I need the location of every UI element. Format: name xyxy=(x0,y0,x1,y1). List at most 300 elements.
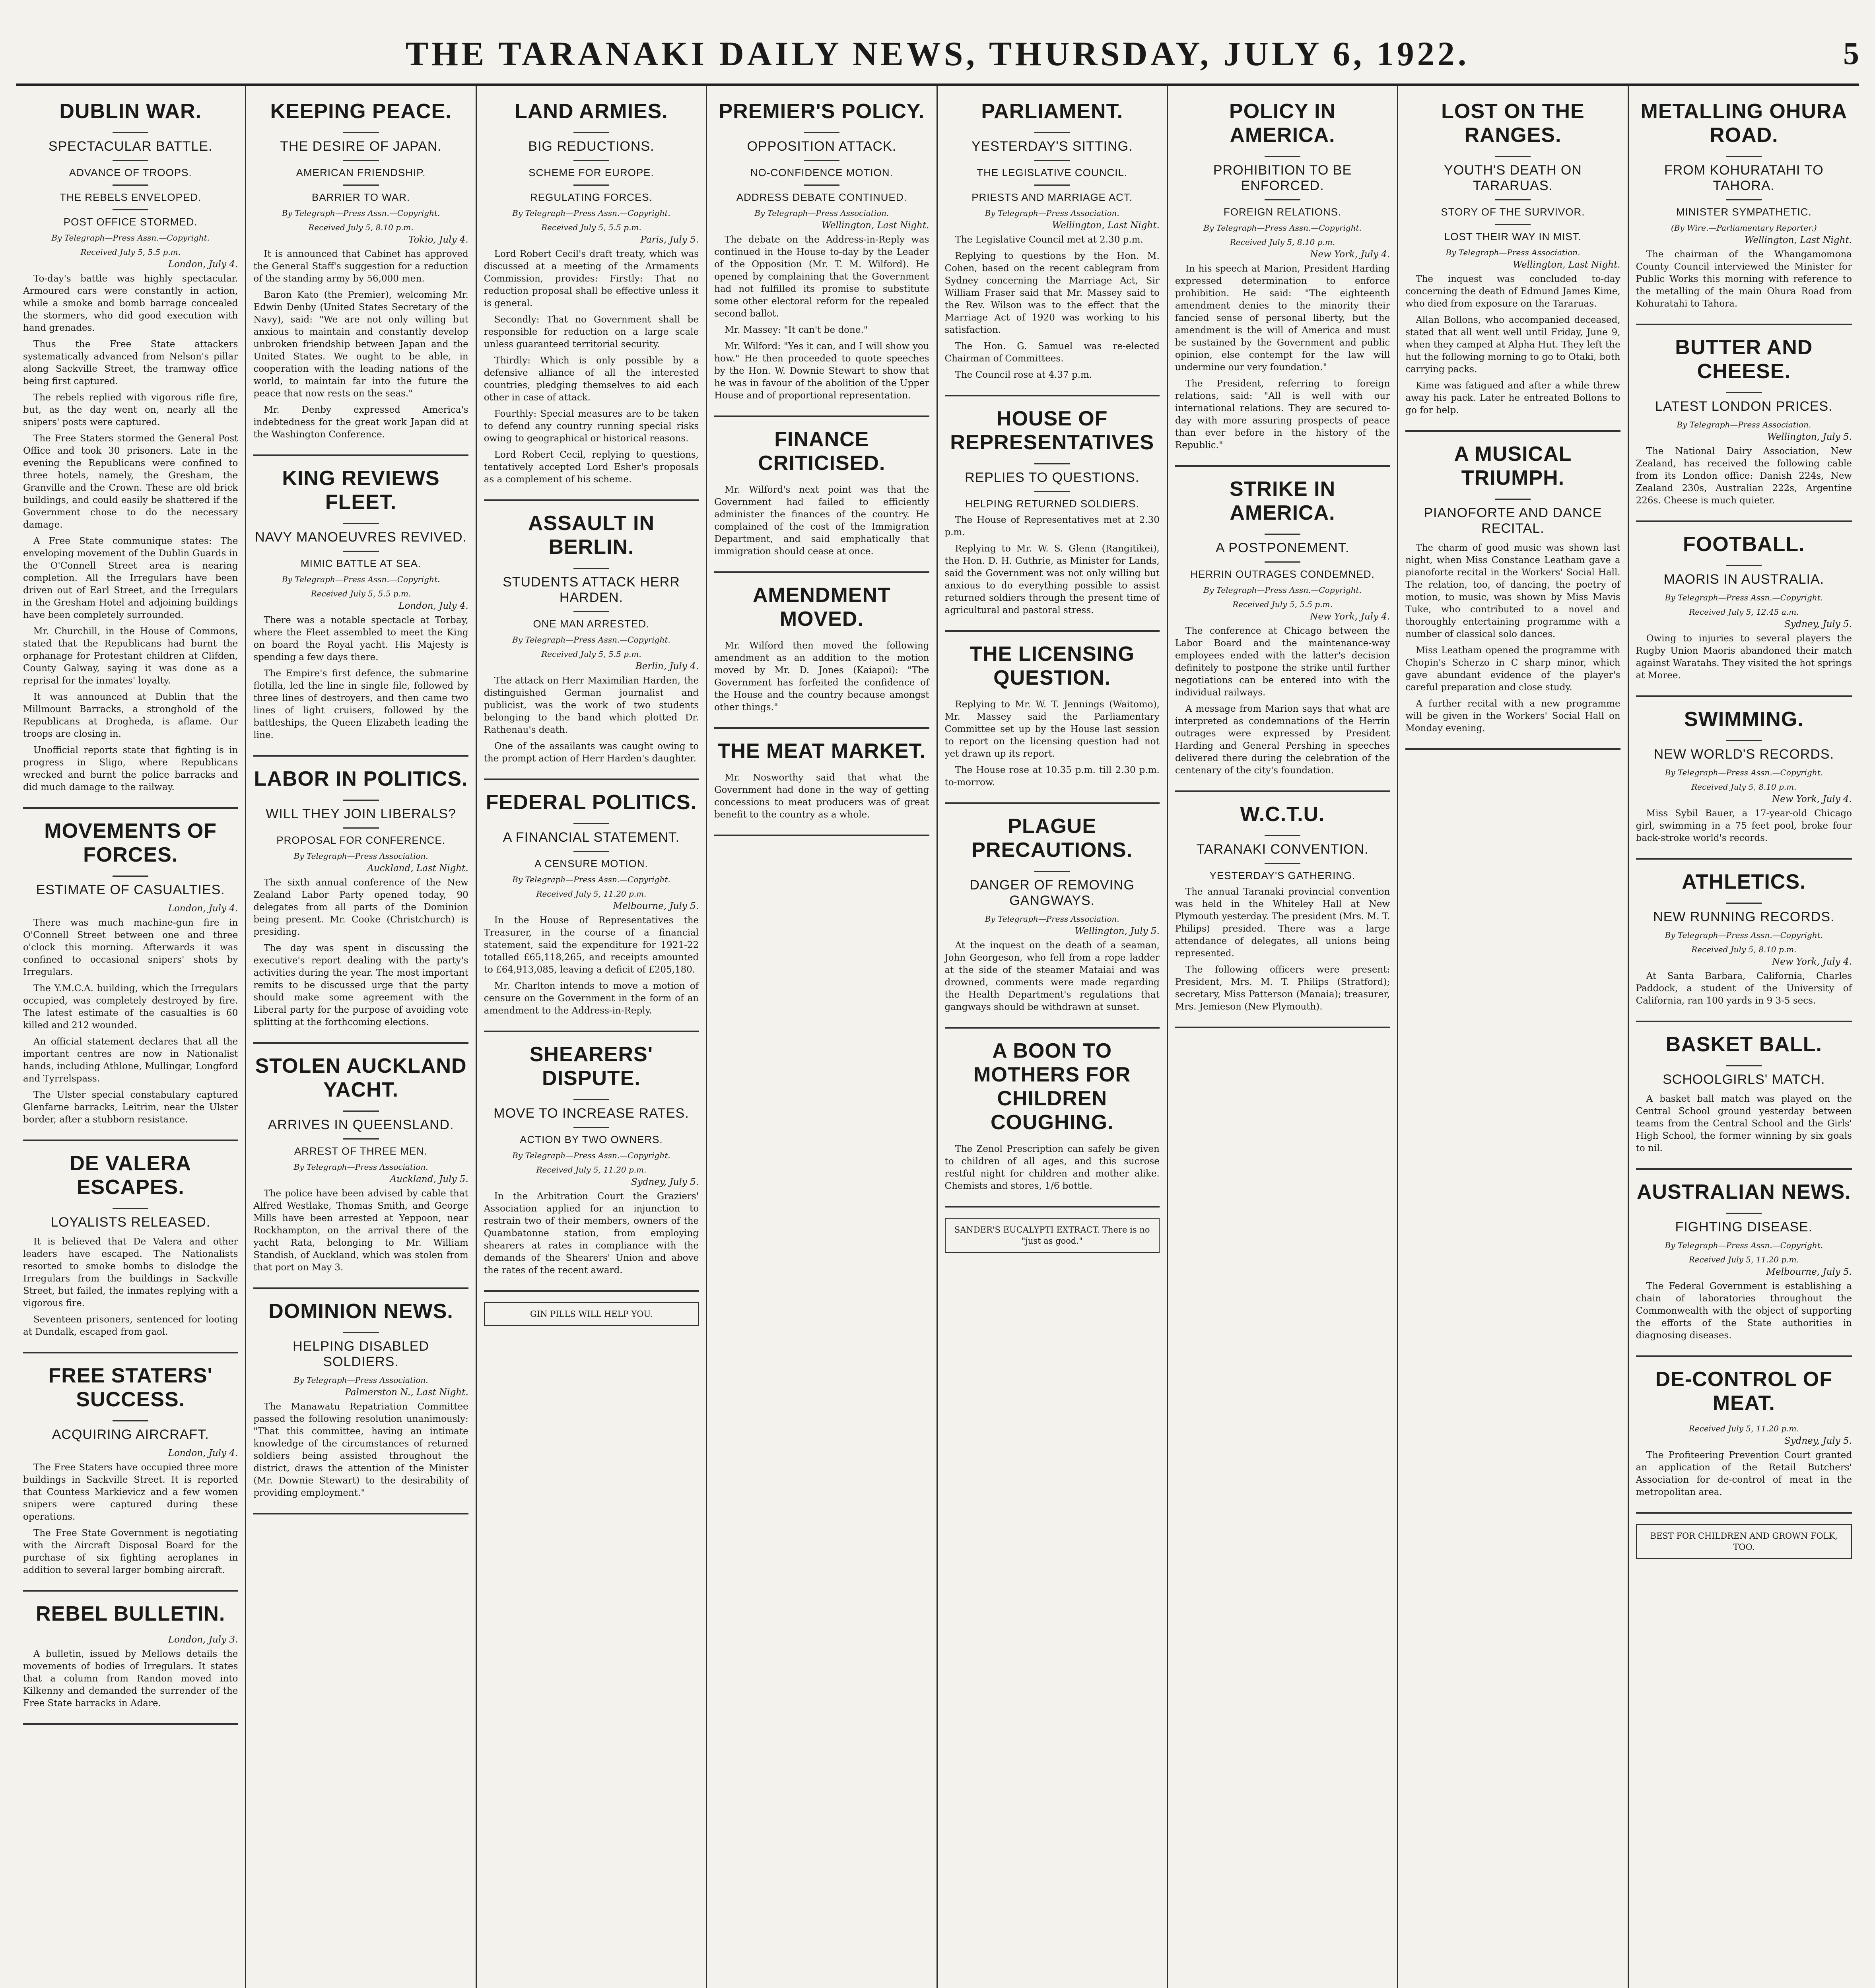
article-paragraph: The charm of good music was shown last night, when Miss Constance Leatham gave a pianoforte recital in the Workers' Social Hall. The relation, too, of dancing, the poetry of motion, to music, was shown by Miss Mavis Tuke, who contributed to a novel and thoroughly entertaining programme with a number of classical solo dances. xyxy=(1405,543,1620,639)
article-credit: By Telegraph—Press Association. xyxy=(293,1162,428,1172)
article-divider xyxy=(1636,520,1852,522)
article-dateline: Wellington, Last Night. xyxy=(822,220,929,231)
article-divider xyxy=(484,1031,699,1032)
article-body xyxy=(23,917,238,1126)
article-credit: By Telegraph—Press Association. xyxy=(754,208,889,218)
article-divider xyxy=(714,415,929,417)
rule xyxy=(343,132,379,133)
article-body xyxy=(1636,633,1852,682)
article-subhead: A CENSURE MOTION. xyxy=(534,858,648,870)
article-divider xyxy=(484,779,699,780)
article-dateline: London, July 4. xyxy=(398,601,468,611)
article-subhead: ADDRESS DEBATE CONTINUED. xyxy=(736,191,907,203)
article-credit: By Telegraph—Press Association. xyxy=(293,851,428,861)
article-dateline: Wellington, Last Night. xyxy=(1513,260,1620,270)
article-dateline: Wellington, Last Night. xyxy=(1052,220,1160,231)
article-body xyxy=(253,1188,468,1274)
article-credit: (By Wire.—Parliamentary Reporter.) xyxy=(1671,223,1817,233)
article-paragraph: In his speech at Marion, President Harding expressed determination to enforce prohibition. He said: "The eighteenth amendment denies to the minority their fancied sense of personal liberty, but the amendment is the will of America and must be sustained by the Government and public opinion, else contempt for the law will undermine our very foundation." xyxy=(1175,264,1390,373)
article-divider xyxy=(484,499,699,501)
article-body xyxy=(1636,1093,1852,1155)
article-credit: By Telegraph—Press Assn.—Copyright. xyxy=(1665,930,1823,940)
article-paragraph: The Ulster special constabulary captured Glenfarne barracks, Leitrim, near the Ulster border, after a stubborn resistance. xyxy=(23,1090,238,1125)
article-paragraph: The chairman of the Whangamomona County Council interviewed the Minister for Public Works this morning with reference to the metalling of the main Ohura Road from Kohuratahi to Tahora. xyxy=(1636,249,1852,309)
column-2 xyxy=(246,86,476,1988)
article-divider xyxy=(714,727,929,729)
page-number: 5 xyxy=(1843,36,1859,71)
article-subhead: NAVY MANOEUVRES REVIVED. xyxy=(255,530,467,545)
rule xyxy=(1265,561,1300,563)
article-credit: By Telegraph—Press Assn.—Copyright. xyxy=(51,233,210,243)
rule xyxy=(113,1420,148,1421)
article-paragraph: The President, referring to foreign relations, said: "All is well with our international relations. They are secured to-day with more assuring prospects of peace than ever before in the history of the Republic." xyxy=(1175,379,1390,450)
article-body xyxy=(23,1236,238,1338)
article-subhead: REGULATING FORCES. xyxy=(530,191,653,203)
article-headline: FOOTBALL. xyxy=(1683,533,1805,556)
article-subhead: MIMIC BATTLE AT SEA. xyxy=(300,557,422,569)
article xyxy=(23,819,238,1126)
article-divider xyxy=(23,807,238,809)
article-paragraph: A bulletin, issued by Mellows details the movements of bodies of Irregulars. It states that a column from Randon moved into Kilkenny and demanded the surrender of the Free State barracks in Adare. xyxy=(23,1649,238,1708)
rule xyxy=(573,1099,609,1100)
article-credit: By Telegraph—Press Assn.—Copyright. xyxy=(1665,768,1823,777)
article xyxy=(253,1299,468,1499)
article xyxy=(484,790,699,1017)
rule xyxy=(1726,392,1762,393)
article-body xyxy=(945,514,1160,617)
rule xyxy=(804,184,839,186)
article-paragraph: Replying to Mr. W. S. Glenn (Rangitikei), the Hon. D. H. Guthrie, as Minister for Lands, said the Government was not only willing but anxious to do everything possible to assist returned soldiers through the present time of agricultural and pastoral stress. xyxy=(944,544,1160,615)
article-headline: DUBLIN WAR. xyxy=(59,100,202,123)
article-headline: SHEARERS' DISPUTE. xyxy=(529,1043,653,1090)
article-paragraph: Mr. Churchill, in the House of Commons, stated that the Republicans had burnt the orphanage for Protestant children at Clifden, County Galway, saying it was done as a reprisal for the inmates' loyalty. xyxy=(23,626,238,686)
article-paragraph: Mr. Wilford then moved the following amendment as an addition to the motion moved by Mr. D. Jones (Kaiapoi): "The Government has forfeited the confidence of the House and the country because amongst other things." xyxy=(714,641,929,712)
article-paragraph: The rebels replied with vigorous rifle fire, but, as the day went on, nearly all the snipers' posts were captured. xyxy=(23,392,238,427)
article-subhead: THE DESIRE OF JAPAN. xyxy=(280,139,442,154)
article-subhead: ARREST OF THREE MEN. xyxy=(294,1145,428,1157)
article-credit: By Telegraph—Press Assn.—Copyright. xyxy=(1665,593,1823,602)
article-subhead: ESTIMATE OF CASUALTIES. xyxy=(36,882,225,897)
rule xyxy=(1726,740,1762,741)
masthead-title: THE TARANAKI DAILY NEWS, THURSDAY, JULY 6, 1922. xyxy=(405,35,1470,73)
article-dateline: London, July 3. xyxy=(168,1635,238,1645)
article-paragraph: A message from Marion says that what are interpreted as condemnations of the Herrin outrages were expressed by President Harding and General Pershing in speeches delivered there during the celebration of the centenary of the city's foundation. xyxy=(1175,704,1390,776)
article-paragraph: The debate on the Address-in-Reply was continued in the House to-day by the Leader of the Opposition (Mr. T. M. Wilford). He opened by complaining that the Government had not fulfilled its promise to substitute some other electoral reform for the repealed second ballot. xyxy=(714,235,929,319)
article-paragraph: The Zenol Prescription can safely be given to children of all ages, and this sucrose restful night for children and mother alike. Chemists and stores, 1/6 bottle. xyxy=(944,1144,1160,1191)
rule xyxy=(1726,1065,1762,1066)
article-paragraph: An official statement declares that all the important centres are now in Nationalist hands, including Athlone, Mullingar, Longford and Tyrrelspass. xyxy=(23,1037,238,1084)
article xyxy=(484,99,699,486)
article-received: Received July 5, 5.5 p.m. xyxy=(541,649,641,659)
article-dateline: New York, July 4. xyxy=(1772,957,1852,967)
article-subhead: DANGER OF REMOVING GANGWAYS. xyxy=(970,878,1135,908)
article-headline: DE-CONTROL OF MEAT. xyxy=(1655,1368,1832,1415)
article-body xyxy=(253,614,468,742)
article-paragraph: It is announced that Cabinet has approved the General Staff's suggestion for a reduction of the standing army by 56,000 men. xyxy=(253,249,468,284)
article-divider xyxy=(253,755,468,757)
article-subhead: REPLIES TO QUESTIONS. xyxy=(965,470,1140,485)
rule xyxy=(573,184,609,186)
rule xyxy=(1726,156,1762,157)
rule xyxy=(113,132,148,133)
article-headline: PARLIAMENT. xyxy=(981,100,1123,123)
article-paragraph: A basket ball match was played on the Central School ground yesterday between teams from the Central School and the Girls' High School, the former winning by six goals to nil. xyxy=(1636,1094,1852,1153)
article-headline: REBEL BULLETIN. xyxy=(36,1602,225,1625)
article-paragraph: Replying to questions by the Hon. M. Cohen, based on the recent cablegram from Sydney concerning the Marriage Act, Sir William Fraser said that Mr. Massey said to the Rev. Wilson was to the effect that the Marriage Act of 1920 was working to his satisfaction. xyxy=(944,251,1160,335)
columns xyxy=(16,86,1859,1988)
article-divider xyxy=(23,1723,238,1725)
rule xyxy=(573,823,609,824)
article-headline: DE VALERA ESCAPES. xyxy=(70,1152,191,1199)
article-divider xyxy=(945,1027,1160,1029)
article-received: Received July 5, 8.10 p.m. xyxy=(308,223,414,232)
article-subhead: PIANOFORTE AND DANCE RECITAL. xyxy=(1424,505,1602,536)
article-paragraph: The Empire's first defence, the submarine flotilla, led the line in single file, followed by three lines of destroyers, and then came two lines of light cruisers, followed by the battleships, the Queen Elizabeth leading the line. xyxy=(253,668,468,740)
article-paragraph: The House of Representatives met at 2.30 p.m. xyxy=(944,515,1160,538)
article-subhead: POST OFFICE STORMED. xyxy=(63,216,198,228)
article-body xyxy=(1636,1280,1852,1342)
column-3 xyxy=(477,86,707,1988)
article xyxy=(714,739,929,821)
article-paragraph: The day was spent in discussing the executive's report dealing with the party's activities during the year. The most important remits to be discussed urge that the party should make some agreement with the Liberal party for the purpose of avoiding vote splitting at the forthcoming elections. xyxy=(253,943,468,1027)
rule xyxy=(343,551,379,552)
article xyxy=(23,1364,238,1576)
article-divider xyxy=(484,1290,699,1292)
article-headline: A MUSICAL TRIUMPH. xyxy=(1454,443,1572,489)
article-subhead: THE LEGISLATIVE COUNCIL. xyxy=(977,167,1128,179)
rule xyxy=(1034,132,1070,133)
article-subhead: OPPOSITION ATTACK. xyxy=(747,139,897,154)
article-paragraph: The Y.M.C.A. building, which the Irregulars occupied, was completely destroyed by fire. The latest estimate of the casualties is 60 killed and 212 wounded. xyxy=(23,983,238,1031)
rule xyxy=(343,160,379,161)
article-body xyxy=(1636,445,1852,507)
article-subhead: ACQUIRING AIRCRAFT. xyxy=(52,1427,209,1442)
article-paragraph: Unofficial reports state that fighting is in progress in Sligo, where Republicans wrecked and burnt the police barracks and did much damage to the railway. xyxy=(23,745,238,792)
article-subhead: HELPING RETURNED SOLDIERS. xyxy=(965,498,1139,510)
rule xyxy=(1265,534,1300,535)
article-body xyxy=(1636,1449,1852,1499)
rule xyxy=(113,160,148,161)
article-subhead: A FINANCIAL STATEMENT. xyxy=(503,830,680,845)
rule xyxy=(343,523,379,524)
article-subhead: STORY OF THE SURVIVOR. xyxy=(1441,206,1585,218)
rule xyxy=(1726,1213,1762,1214)
article xyxy=(945,1039,1160,1192)
article-paragraph: The Free Staters have occupied three more buildings in Sackville Street. It is reported that Countess Markievicz and a few women snipers were captured during these operations. xyxy=(23,1462,238,1522)
rule xyxy=(1726,903,1762,904)
article-received: Received July 5, 5.5 p.m. xyxy=(541,223,641,232)
article-body xyxy=(1636,808,1852,845)
article-received: Received July 5, 8.10 p.m. xyxy=(1691,782,1797,792)
article-received: Received July 5, 11.20 p.m. xyxy=(536,889,647,899)
article-subhead: NEW WORLD'S RECORDS. xyxy=(1653,747,1834,762)
article-paragraph: In the House of Representatives the Treasurer, in the course of a financial statement, said the expenditure for 1921-22 totalled £65,118,265, and receipts amounted to £64,913,085, leaving a deficit of £205,180. xyxy=(484,915,699,975)
article-subhead: HELPING DISABLED SOLDIERS. xyxy=(293,1339,429,1369)
article-body xyxy=(23,1462,238,1576)
article-credit: By Telegraph—Press Association. xyxy=(985,208,1119,218)
article-subhead: FOREIGN RELATIONS. xyxy=(1223,206,1342,218)
article-body xyxy=(253,877,468,1029)
article-dateline: London, July 4. xyxy=(168,259,238,270)
article-paragraph: The conference at Chicago between the Labor Board and the maintenance-way employees ended with the latter's decision definitely to postpone the strike until further negotiations can be entered into with the individual railways. xyxy=(1175,626,1390,698)
article-dateline: Paris, July 5. xyxy=(640,235,699,245)
article xyxy=(253,767,468,1029)
article-paragraph: Allan Bollons, who accompanied deceased, stated that all went well until Friday, June 9, when they camped at Alpha Hut. They left the hut the following morning to go to Otaki, both carrying packs. xyxy=(1405,315,1620,375)
rule xyxy=(1265,835,1300,836)
article-credit: By Telegraph—Press Association. xyxy=(1677,420,1811,429)
article xyxy=(1405,99,1620,417)
article-subhead: HERRIN OUTRAGES CONDEMNED. xyxy=(1190,568,1375,580)
article xyxy=(23,99,238,794)
rule xyxy=(1265,156,1300,157)
article-dateline: New York, July 4. xyxy=(1772,794,1852,804)
article-body xyxy=(484,248,699,486)
article-headline: LAND ARMIES. xyxy=(515,100,668,123)
article-body xyxy=(484,914,699,1017)
column-7 xyxy=(1398,86,1628,1988)
article-paragraph: Mr. Wilford's next point was that the Government had failed to efficiently administer the finances of the country. He complained of the cost of the Immigration Department, and said emphatically that immigration should cease at once. xyxy=(714,485,929,557)
article-paragraph: In the Arbitration Court the Graziers' Association applied for an injunction to restrain two of their members, owners of the Quambatonne station, from employing shearers at rates in compliance with the demands of the Shearers' Union and above the rates of the recent award. xyxy=(484,1191,699,1276)
article-divider xyxy=(714,835,929,836)
article-headline: FEDERAL POLITICS. xyxy=(486,791,697,814)
article-subhead: FROM KOHURATAHI TO TAHORA. xyxy=(1664,163,1824,193)
rule xyxy=(343,1110,379,1112)
article-body xyxy=(484,1190,699,1277)
article-divider xyxy=(1636,1168,1852,1170)
article-subhead: ACTION BY TWO OWNERS. xyxy=(520,1134,663,1145)
article-received: Received July 5, 11.20 p.m. xyxy=(1688,1255,1799,1264)
article-headline: LABOR IN POLITICS. xyxy=(254,767,468,790)
article-body xyxy=(484,675,699,765)
article-received: Received July 5, 8.10 p.m. xyxy=(1691,945,1797,954)
article-subhead: SPECTACULAR BATTLE. xyxy=(48,139,213,154)
article-subhead: YESTERDAY'S GATHERING. xyxy=(1209,870,1356,881)
article-dateline: Palmerston N., Last Night. xyxy=(345,1387,468,1398)
article-body xyxy=(714,772,929,821)
article-headline: DOMINION NEWS. xyxy=(268,1300,453,1323)
article-subhead: WILL THEY JOIN LIBERALS? xyxy=(266,806,456,821)
article-body xyxy=(253,1401,468,1499)
article xyxy=(1636,707,1852,845)
article-paragraph: The annual Taranaki provincial convention was held in the Whiteley Hall at New Plymouth yesterday. The president (Mrs. M. T. Philips) presided. There was a large attendance of delegates, all unions being represented. xyxy=(1175,887,1390,959)
article-paragraph: The following officers were present: President, Mrs. M. T. Philips (Stratford); secretary, Miss Patterson (Manaia); treasurer, Mrs. Jemieson (New Plymouth). xyxy=(1175,965,1390,1012)
article-paragraph: One of the assailants was caught owing to the prompt action of Herr Harden's daughter. xyxy=(484,741,699,764)
rule xyxy=(343,827,379,829)
article-credit: By Telegraph—Press Assn.—Copyright. xyxy=(512,635,670,645)
article-dateline: Sydney, July 5. xyxy=(1784,1436,1852,1446)
article-subhead: LOST THEIR WAY IN MIST. xyxy=(1444,231,1582,243)
article-paragraph: Mr. Denby expressed America's indebtedness for the great work Japan did at the Washington Conference. xyxy=(253,405,468,440)
article-received: Received July 5, 8.10 p.m. xyxy=(1230,237,1335,247)
article-dateline: London, July 4. xyxy=(168,903,238,914)
article-subhead: NO-CONFIDENCE MOTION. xyxy=(750,167,893,179)
article-credit: By Telegraph—Press Association. xyxy=(293,1375,428,1385)
article-headline: BUTTER AND CHEESE. xyxy=(1675,336,1813,383)
rule xyxy=(573,160,609,161)
article xyxy=(1636,870,1852,1007)
article-paragraph: It is believed that De Valera and other leaders have escaped. The Nationalists resorted to smoke bombs to dislodge the Irregulars from the buildings in Sackville Street, but failed, the inmates replying with a vigorous fire. xyxy=(23,1237,238,1309)
article-divider xyxy=(253,1042,468,1044)
rule xyxy=(573,568,609,569)
rule xyxy=(113,1208,148,1209)
article-dateline: New York, July 4. xyxy=(1310,249,1390,260)
article-received: Received July 5, 11.20 p.m. xyxy=(536,1165,647,1175)
article-subhead: PRIESTS AND MARRIAGE ACT. xyxy=(972,191,1133,203)
article-paragraph: The Free State Government is negotiating with the Aircraft Disposal Board for the purchase of six fighting aeroplanes in addition to several larger bombing aircraft. xyxy=(23,1528,238,1575)
article-dateline: Wellington, Last Night. xyxy=(1744,235,1852,245)
article xyxy=(945,407,1160,617)
article-paragraph: The House rose at 10.35 p.m. till 2.30 p.m. to-morrow. xyxy=(944,765,1160,788)
article-paragraph: The Legislative Council met at 2.30 p.m. xyxy=(955,235,1143,245)
article-paragraph: A Free State communique states: The enveloping movement of the Dublin Guards in the O'Connell Street area is nearing completion. All the Irregulars have been driven out of Earl Street, and the Irregulars in the Gresham Hotel and adjoining buildings have been completely surrounded. xyxy=(23,536,238,620)
masthead xyxy=(16,24,1859,86)
article-divider xyxy=(945,802,1160,804)
rule xyxy=(1265,199,1300,200)
column-6 xyxy=(1168,86,1398,1988)
rule xyxy=(343,1138,379,1140)
article-dateline: Sydney, July 5. xyxy=(631,1177,699,1187)
article-subhead: A POSTPONEMENT. xyxy=(1215,540,1350,555)
article-subhead: PROHIBITION TO BE ENFORCED. xyxy=(1213,163,1352,193)
article-subhead: THE REBELS ENVELOPED. xyxy=(60,191,202,203)
article-credit: By Telegraph—Press Assn.—Copyright. xyxy=(1203,223,1362,233)
article-headline: THE MEAT MARKET. xyxy=(717,740,926,763)
article xyxy=(945,642,1160,789)
rule xyxy=(343,1332,379,1333)
article-body xyxy=(23,273,238,794)
article-paragraph: Baron Kato (the Premier), welcoming Mr. Edwin Denby (United States Secretary of the Navy), said: "We are not only willing but anxious to maintain and constantly develop unbroken friendship between Japan and the United States. We ought to be able, in cooperation with the leading nations of the world, to maintain far into the future the peace that now rests on the seas." xyxy=(253,290,468,399)
article-received: Received July 5, 5.5 p.m. xyxy=(311,589,411,598)
article-divider xyxy=(23,1352,238,1353)
article-divider xyxy=(1636,858,1852,860)
article-headline: HOUSE OF REPRESENTATIVES xyxy=(950,407,1154,454)
article-dateline: Auckland, Last Night. xyxy=(367,863,468,874)
rule xyxy=(343,800,379,801)
article-dateline: Auckland, July 5. xyxy=(390,1174,468,1184)
article-headline: A BOON TO MOTHERS FOR CHILDREN COUGHING. xyxy=(973,1039,1131,1134)
article-body xyxy=(714,484,929,558)
rule xyxy=(1726,565,1762,566)
rule xyxy=(1495,224,1531,225)
article-paragraph: At the inquest on the death of a seaman, John Georgeson, who fell from a rope ladder at the side of the steamer Mataiai and was drowned, comments were made regarding the Health Department's regulations that gangways should be withdrawn at sunset. xyxy=(944,940,1160,1012)
article-body xyxy=(714,234,929,402)
article-paragraph: Mr. Wilford: "Yes it can, and I will show you how." He then proceeded to quote speeches by the Hon. W. Downie Stewart to show that he was in favour of the abolition of the Upper House and of proportional representation. xyxy=(714,341,929,401)
article xyxy=(714,99,929,402)
article-subhead: FIGHTING DISEASE. xyxy=(1675,1219,1813,1235)
article-subhead: LOYALISTS RELEASED. xyxy=(51,1215,211,1230)
article-headline: STRIKE IN AMERICA. xyxy=(1229,478,1336,524)
article-dateline: New York, July 4. xyxy=(1310,612,1390,622)
article-credit: By Telegraph—Press Assn.—Copyright. xyxy=(512,1151,670,1160)
article-body xyxy=(1175,886,1390,1013)
article-subhead: LATEST LONDON PRICES. xyxy=(1655,399,1833,414)
article-paragraph: Owing to injuries to several players the Rugby Union Maoris abandoned their match against Waratahs. They visited the hot springs at Moree. xyxy=(1636,633,1852,681)
article-divider xyxy=(23,1590,238,1592)
rule xyxy=(113,184,148,186)
article-subhead: MOVE TO INCREASE RATES. xyxy=(494,1106,689,1121)
article-subhead: TARANAKI CONVENTION. xyxy=(1196,842,1369,857)
article xyxy=(1405,442,1620,735)
article xyxy=(253,99,468,441)
article xyxy=(23,1151,238,1338)
article-subhead: ADVANCE OF TROOPS. xyxy=(69,167,192,179)
article-subhead: SCHOOLGIRLS' MATCH. xyxy=(1663,1072,1825,1087)
article-credit: By Telegraph—Press Association. xyxy=(985,914,1119,924)
article-headline: FREE STATERS' SUCCESS. xyxy=(48,1364,213,1411)
article-paragraph: Miss Sybil Bauer, a 17-year-old Chicago girl, swimming in a 75 feet pool, broke four back-stroke world's records. xyxy=(1636,808,1852,843)
article-body xyxy=(23,1648,238,1710)
article xyxy=(1636,99,1852,310)
article-paragraph: The Federal Government is establishing a chain of laboratories throughout the Commonwealth with the object of supporting the efforts of the State authorities in diagnosing diseases. xyxy=(1636,1281,1852,1341)
article-credit: By Telegraph—Press Assn.—Copyright. xyxy=(1665,1241,1823,1250)
article-headline: KING REVIEWS FLEET. xyxy=(282,467,440,514)
article-body xyxy=(1175,625,1390,777)
article-divider xyxy=(1405,430,1620,432)
rule xyxy=(1495,499,1531,500)
article-divider xyxy=(1636,695,1852,697)
article xyxy=(253,1054,468,1274)
rule xyxy=(1495,199,1531,200)
article-paragraph: The sixth annual conference of the New Zealand Labor Party opened today, 90 delegates from all parts of the Dominion being present. Mr. Cooke (Christchurch) is presiding. xyxy=(253,878,468,937)
article-paragraph: At Santa Barbara, California, Charles Paddock, a student of the University of California, ran 100 yards in 9 3-5 secs. xyxy=(1636,971,1852,1006)
article-headline: MOVEMENTS OF FORCES. xyxy=(44,819,217,866)
article xyxy=(1175,99,1390,452)
article-divider xyxy=(1636,1355,1852,1357)
column-8 xyxy=(1629,86,1859,1988)
article-body xyxy=(1405,273,1620,417)
article-paragraph: Mr. Massey: "It can't be done." xyxy=(725,325,868,335)
article-paragraph: To-day's battle was highly spectacular. Armoured cars were constantly in action, while a smoke and bomb barrage concealed the stormers, who did good execution with hand grenades. xyxy=(23,274,238,333)
article-dateline: Sydney, July 5. xyxy=(1784,619,1852,629)
article-credit: By Telegraph—Press Association. xyxy=(1446,248,1580,257)
rule xyxy=(573,611,609,612)
article-headline: KEEPING PEACE. xyxy=(270,100,452,123)
article-headline: THE LICENSING QUESTION. xyxy=(970,643,1135,689)
article-headline: AUSTRALIAN NEWS. xyxy=(1636,1180,1851,1204)
article-dateline: Wellington, July 5. xyxy=(1767,432,1852,442)
article-credit: By Telegraph—Press Assn.—Copyright. xyxy=(282,208,440,218)
article-headline: PREMIER'S POLICY. xyxy=(719,100,925,123)
article-paragraph: The Hon. G. Samuel was re-elected Chairman of Committees. xyxy=(944,341,1160,364)
rule xyxy=(1034,184,1070,186)
article xyxy=(1175,477,1390,777)
article-divider xyxy=(945,1206,1160,1208)
article-subhead: ARRIVES IN QUEENSLAND. xyxy=(268,1117,454,1132)
article-credit: By Telegraph—Press Assn.—Copyright. xyxy=(512,875,670,884)
article-credit: By Telegraph—Press Assn.—Copyright. xyxy=(1203,585,1362,595)
article-divider xyxy=(253,454,468,456)
article-subhead: MINISTER SYMPATHETIC. xyxy=(1676,206,1812,218)
article xyxy=(1175,802,1390,1013)
article-body xyxy=(945,940,1160,1013)
advertisement: GIN PILLS WILL HELP YOU. xyxy=(484,1302,699,1326)
article-paragraph: There was a notable spectacle at Torbay, where the Fleet assembled to meet the King on board the Royal yacht. His Majesty is spending a few days there. xyxy=(253,615,468,662)
article-paragraph: Mr. Charlton intends to move a motion of censure on the Government in the form of an amendment to the Address-in-Reply. xyxy=(484,981,699,1016)
article-subhead: SCHEME FOR EUROPE. xyxy=(528,167,654,179)
article xyxy=(945,99,1160,381)
article-paragraph: Fourthly: Special measures are to be taken to defend any country running special risks owing to geographical or historical reasons. xyxy=(484,409,699,444)
article-body xyxy=(945,699,1160,789)
article-subhead: BARRIER TO WAR. xyxy=(312,191,410,203)
article-body xyxy=(1636,248,1852,310)
article-headline: SWIMMING. xyxy=(1684,708,1804,731)
article xyxy=(484,1043,699,1277)
article-paragraph: The attack on Herr Maximilian Harden, the distinguished German journalist and publicist, was the work of two students belonging to the band which plotted Dr. Rathenau's death. xyxy=(484,676,699,735)
article-divider xyxy=(1405,748,1620,750)
rule xyxy=(1034,491,1070,492)
column-4 xyxy=(707,86,937,1988)
article-dateline: Berlin, July 4. xyxy=(635,661,699,672)
